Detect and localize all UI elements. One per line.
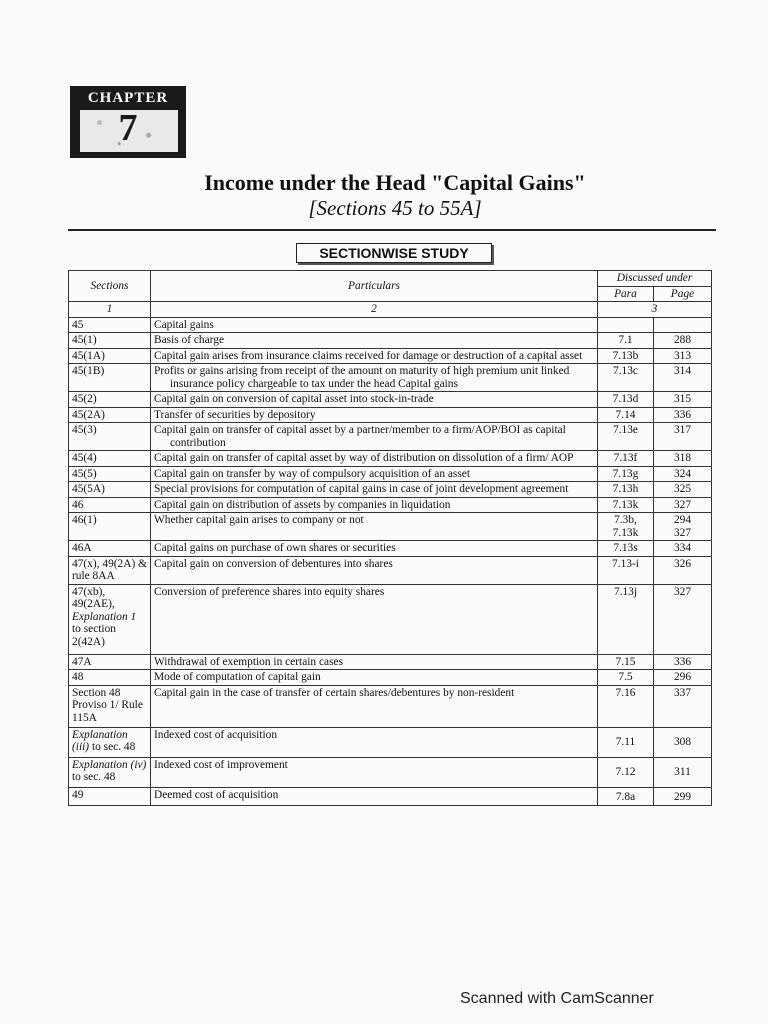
page-title: Income under the Head "Capital Gains" xyxy=(204,170,586,195)
particulars-cell: Capital gains xyxy=(151,317,598,333)
particulars-cell: Capital gain on transfer of capital asset by a partner/member to a firm/AOP/BOI as capital contribution xyxy=(151,423,598,451)
page-cell: 336 xyxy=(654,407,712,423)
particulars-cell: Capital gains on purchase of own shares or securities xyxy=(151,541,598,557)
para-cell: 7.13f xyxy=(598,451,654,467)
header-col-3: 3 xyxy=(598,302,712,318)
page-cell: 336 xyxy=(654,654,712,670)
section-cell: 47A xyxy=(69,654,151,670)
page-cell: 324 xyxy=(654,466,712,482)
section-cell-part: to sec. 48 xyxy=(91,741,136,753)
section-cell: 45(5) xyxy=(69,466,151,482)
header-col-1: 1 xyxy=(69,302,151,318)
chapter-badge xyxy=(70,86,186,158)
particulars-cell: Conversion of preference shares into equity shares xyxy=(151,584,598,654)
section-cell-part: (iv) xyxy=(130,758,147,771)
table-row xyxy=(69,348,712,364)
header-sections: Sections xyxy=(69,271,151,302)
section-cell: 46(1) xyxy=(69,513,151,541)
para-cell: 7.13e xyxy=(598,423,654,451)
table-row xyxy=(69,451,712,467)
para-cell xyxy=(598,317,654,333)
section-cell-part: Explanation xyxy=(72,758,128,771)
para-cell: 7.14 xyxy=(598,407,654,423)
table-row xyxy=(69,513,712,541)
page-cell: 288 xyxy=(654,333,712,349)
header-discussed-under: Discussed under xyxy=(598,271,712,287)
title-divider xyxy=(68,229,716,231)
section-cell: 45(1) xyxy=(69,333,151,349)
section-cell: 45(3) xyxy=(69,423,151,451)
para-cell: 7.5 xyxy=(598,670,654,686)
page-subtitle: [Sections 45 to 55A] xyxy=(308,196,482,220)
particulars-cell: Capital gain on transfer by way of compulsory acquisition of an asset xyxy=(151,466,598,482)
section-cell: 45(2A) xyxy=(69,407,151,423)
table-row xyxy=(69,497,712,513)
section-cell: 47(x), 49(2A) & rule 8AA xyxy=(69,556,151,584)
page-cell: 294 327 xyxy=(654,513,712,541)
section-cell-part: to sec. 48 xyxy=(72,771,116,783)
section-cell-part: (iii) xyxy=(72,741,90,753)
particulars-cell: Basis of charge xyxy=(151,333,598,349)
particulars-cell: Indexed cost of improvement xyxy=(151,757,598,787)
section-cell-part: 47(xb), 49(2AE), xyxy=(72,585,115,610)
page-cell: 314 xyxy=(654,364,712,392)
para-cell: 7.13j xyxy=(598,584,654,654)
section-cell: 45 xyxy=(69,317,151,333)
particulars-cell: Indexed cost of acquisition xyxy=(151,727,598,757)
page-cell: 325 xyxy=(654,482,712,498)
particulars-cell: Capital gain arises from insurance claims received for damage or destruction of a capital asset xyxy=(151,348,598,364)
page-cell: 315 xyxy=(654,392,712,408)
para-cell: 7.12 xyxy=(598,757,654,787)
particulars-cell: Capital gain on distribution of assets by companies in liquidation xyxy=(151,497,598,513)
page-cell: 296 xyxy=(654,670,712,686)
page-cell: 313 xyxy=(654,348,712,364)
particulars-cell: Profits or gains arising from receipt of the amount on maturity of high premium unit linked insurance policy chargeable to tax under the head Capital gains xyxy=(151,364,598,392)
section-cell: 46A xyxy=(69,541,151,557)
section-cell xyxy=(69,727,151,757)
section-cell: 48 xyxy=(69,670,151,686)
para-cell: 7.13h xyxy=(598,482,654,498)
para-cell: 7.13d xyxy=(598,392,654,408)
header-para: Para xyxy=(598,286,654,302)
header-col-2: 2 xyxy=(151,302,598,318)
section-cell: 49 xyxy=(69,787,151,805)
header-page: Page xyxy=(654,286,712,302)
section-cell: 45(1B) xyxy=(69,364,151,392)
page-cell: 308 xyxy=(654,727,712,757)
chapter-number: 7 xyxy=(118,107,138,149)
section-cell xyxy=(69,584,151,654)
section-cell: 45(4) xyxy=(69,451,151,467)
table-row xyxy=(69,317,712,333)
para-cell: 7.1 xyxy=(598,333,654,349)
para-cell: 7.13g xyxy=(598,466,654,482)
page-cell: 318 xyxy=(654,451,712,467)
page-cell: 311 xyxy=(654,757,712,787)
table-row xyxy=(69,333,712,349)
para-cell: 7.13s xyxy=(598,541,654,557)
table-row xyxy=(69,556,712,584)
particulars-cell: Capital gain on transfer of capital asset by way of distribution on dissolution of a firm/ AOP xyxy=(151,451,598,467)
section-cell: Section 48 Proviso 1/ Rule 115A xyxy=(69,685,151,727)
particulars-cell: Transfer of securities by depository xyxy=(151,407,598,423)
section-cell: 45(1A) xyxy=(69,348,151,364)
table-row xyxy=(69,685,712,727)
para-cell: 7.13k xyxy=(598,497,654,513)
table-row xyxy=(69,787,712,805)
scanner-watermark: Scanned with CamScanner xyxy=(460,990,654,1007)
table-row xyxy=(69,541,712,557)
table-row xyxy=(69,670,712,686)
table-row xyxy=(69,482,712,498)
section-cell-part: Explanation 1 xyxy=(72,610,137,623)
para-cell: 7.16 xyxy=(598,685,654,727)
page-cell: 334 xyxy=(654,541,712,557)
particulars-cell: Capital gain on conversion of capital asset into stock-in-trade xyxy=(151,392,598,408)
particulars-cell: Special provisions for computation of capital gains in case of joint development agreement xyxy=(151,482,598,498)
table-row xyxy=(69,727,712,757)
section-cell: 46 xyxy=(69,497,151,513)
sectionwise-table xyxy=(68,270,712,806)
particulars-cell: Capital gain on conversion of debentures into shares xyxy=(151,556,598,584)
section-cell-part: Explanation xyxy=(72,728,128,741)
chapter-label: CHAPTER xyxy=(87,90,169,106)
para-cell: 7.13c xyxy=(598,364,654,392)
para-cell: 7.11 xyxy=(598,727,654,757)
page-cell: 317 xyxy=(654,423,712,451)
section-heading: SECTIONWISE STUDY xyxy=(296,243,492,263)
table-row xyxy=(69,392,712,408)
table-row xyxy=(69,584,712,654)
section-cell: 45(2) xyxy=(69,392,151,408)
table-row xyxy=(69,423,712,451)
page-cell: 299 xyxy=(654,787,712,805)
table-row xyxy=(69,407,712,423)
page-cell: 326 xyxy=(654,556,712,584)
table-row xyxy=(69,364,712,392)
table-row xyxy=(69,466,712,482)
page-cell: 337 xyxy=(654,685,712,727)
section-cell-part: to section 2(42A) xyxy=(72,623,116,648)
particulars-cell: Deemed cost of acquisition xyxy=(151,787,598,805)
table-row xyxy=(69,654,712,670)
page-cell: 327 xyxy=(654,497,712,513)
particulars-cell: Whether capital gain arises to company or not xyxy=(151,513,598,541)
para-cell: 7.8a xyxy=(598,787,654,805)
header-particulars: Particulars xyxy=(151,271,598,302)
particulars-cell: Withdrawal of exemption in certain cases xyxy=(151,654,598,670)
section-cell: 45(5A) xyxy=(69,482,151,498)
page-cell: 327 xyxy=(654,584,712,654)
page-cell xyxy=(654,317,712,333)
particulars-cell: Capital gain in the case of transfer of certain shares/debentures by non-resident xyxy=(151,685,598,727)
particulars-cell: Mode of computation of capital gain xyxy=(151,670,598,686)
para-cell: 7.15 xyxy=(598,654,654,670)
table-row xyxy=(69,757,712,787)
para-cell: 7.13-i xyxy=(598,556,654,584)
para-cell: 7.13b xyxy=(598,348,654,364)
para-cell: 7.3b, 7.13k xyxy=(598,513,654,541)
section-cell xyxy=(69,757,151,787)
